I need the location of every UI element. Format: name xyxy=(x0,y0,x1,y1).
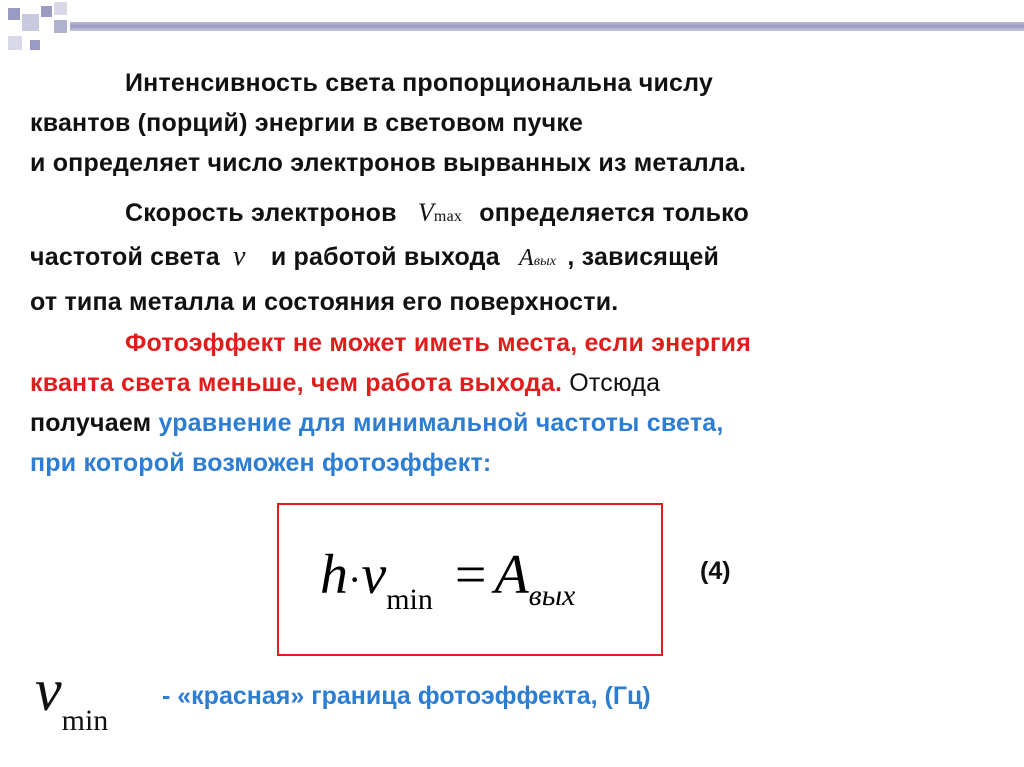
p3-black-text: Отсюда xyxy=(562,369,661,397)
nu-subscript-formula: min xyxy=(386,583,433,616)
p2-text-a: Скорость электронов xyxy=(125,199,397,227)
v-subscript: max xyxy=(433,208,463,225)
red-border-definition: - «красная» граница фотоэффекта, (Гц) xyxy=(162,682,651,710)
deco-square xyxy=(41,6,52,17)
deco-square xyxy=(8,36,22,50)
p3-line3 xyxy=(30,403,751,443)
deco-square xyxy=(30,40,40,50)
deco-square xyxy=(22,14,39,31)
p2-line3: от типа металла и состояния его поверхности. xyxy=(30,288,619,316)
dot-operator: · xyxy=(348,557,362,602)
a-subscript: вых xyxy=(533,254,557,269)
paragraph-photoeffect xyxy=(30,323,751,483)
equation-number: (4) xyxy=(700,557,731,585)
p2-text-d: и работой выхода xyxy=(270,243,500,271)
a-symbol: A xyxy=(518,245,534,271)
nu-symbol-formula: ν xyxy=(361,544,387,606)
deco-square xyxy=(54,2,67,15)
nu-symbol-footer: ν xyxy=(35,657,62,723)
deco-square xyxy=(54,20,67,33)
p1-line1: Интенсивность света пропорциональна числу xyxy=(125,69,714,97)
v-symbol: V xyxy=(417,198,434,227)
p3-blue-text-1: уравнение для минимальной частоты света, xyxy=(158,409,724,437)
p2-line1 xyxy=(30,193,749,237)
p3-red-text: кванта света меньше, чем работа выхода. xyxy=(30,369,563,397)
p3-line4: при которой возможен фотоэффект: xyxy=(30,449,492,477)
paragraph-intensity xyxy=(30,63,746,183)
work-function-symbol: A xyxy=(494,544,529,606)
work-function-subscript: вых xyxy=(528,579,576,612)
p2-text-b: определяется только xyxy=(479,199,750,227)
paragraph-speed xyxy=(30,193,749,322)
p2-line2 xyxy=(30,237,749,282)
p3-line2 xyxy=(30,363,751,403)
p2-text-e: , зависящей xyxy=(567,243,720,271)
title-bar-decoration xyxy=(70,22,1024,31)
nu-subscript-footer: min xyxy=(61,704,109,737)
p3-line1: Фотоэффект не может иметь места, если энергия xyxy=(125,329,752,357)
nu-min-definition xyxy=(35,655,108,756)
deco-square xyxy=(8,8,20,20)
p1-line2: квантов (порций) энергии в световом пучке xyxy=(30,109,584,137)
equals-sign: = xyxy=(454,544,487,606)
planck-h: h xyxy=(320,544,348,606)
p2-text-c: частотой света xyxy=(30,243,220,271)
nu-symbol: ν xyxy=(233,241,246,272)
p1-line3: и определяет число электронов вырванных из металла. xyxy=(30,149,747,177)
p3-text-prefix: получаем xyxy=(30,409,159,437)
formula-min-frequency xyxy=(320,530,575,620)
